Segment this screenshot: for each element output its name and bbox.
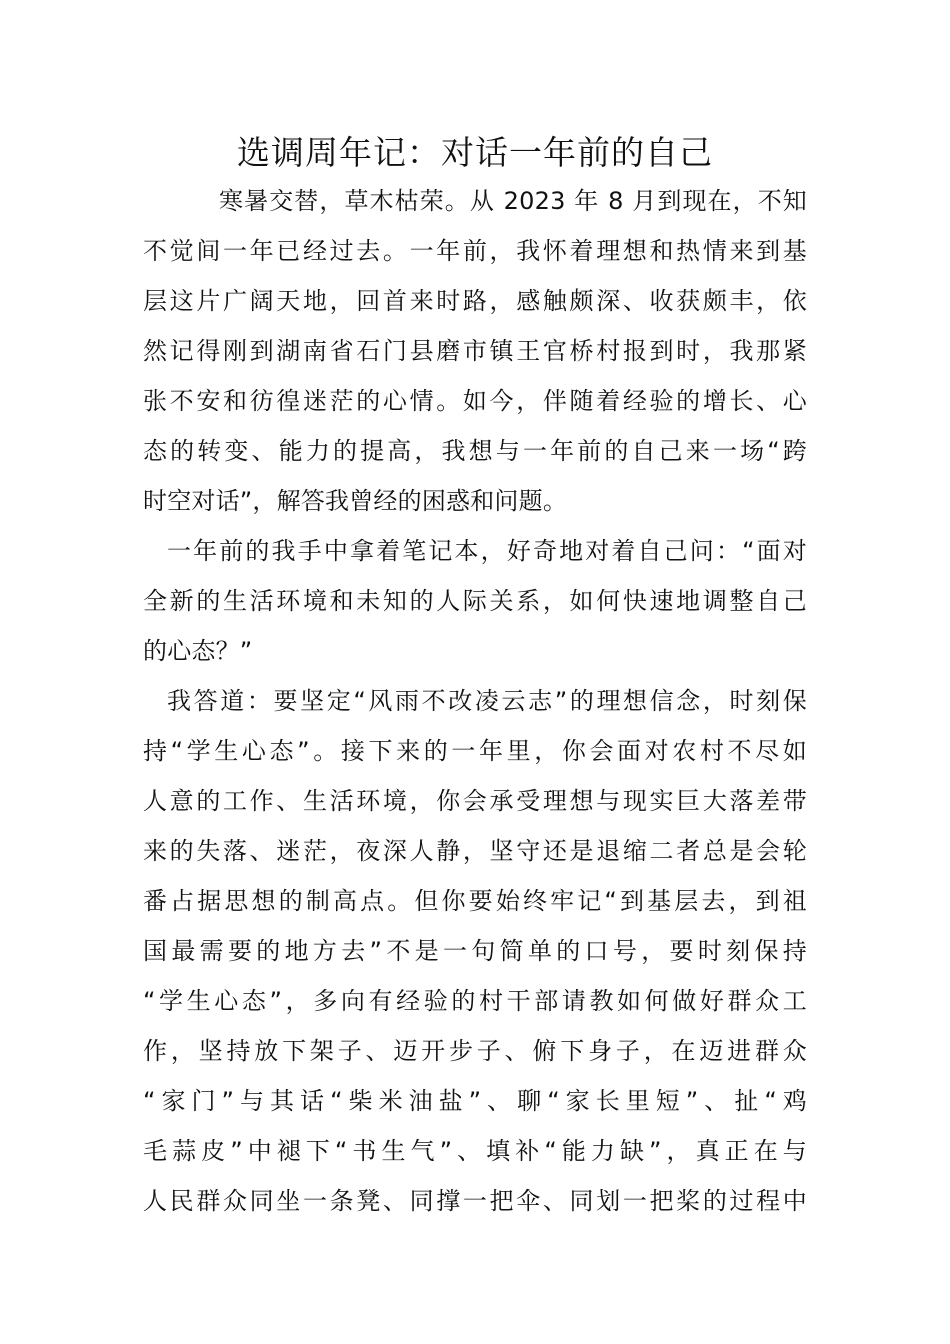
- paragraph-3-line-7: “学生心态”，多向有经验的村干部请教如何做好群众工: [143, 987, 807, 1015]
- paragraph-2-line-1: 一年前的我手中拿着笔记本，好奇地对着自己问：“面对: [167, 537, 807, 565]
- paragraph-3-line-10: 毛蒜皮”中褪下“书生气”、填补“能力缺”，真正在与: [143, 1137, 807, 1165]
- paragraph-1-line-6: 态的转变、能力的提高，我想与一年前的自己来一场“跨: [143, 437, 807, 465]
- paragraph-3-line-2: 持“学生心态”。接下来的一年里，你会面对农村不尽如: [143, 737, 807, 765]
- paragraph-1-line-3: 层这片广阔天地，回首来时路，感触颇深、收获颇丰，依: [143, 287, 807, 315]
- document-body: [143, 176, 807, 1226]
- paragraph-3-line-9: “家门”与其话“柴米油盐”、聊“家长里短”、扯“鸡: [143, 1087, 807, 1115]
- paragraph-1-line-4: 然记得刚到湖南省石门县磨市镇王官桥村报到时，我那紧: [143, 337, 807, 365]
- paragraph-3-line-8: 作，坚持放下架子、迈开步子、俯下身子，在迈进群众: [143, 1037, 807, 1065]
- paragraph-2-line-3: 的心态？”: [143, 637, 253, 665]
- paragraph-1-line-7: 时空对话”，解答我曾经的困惑和问题。: [143, 487, 568, 515]
- paragraph-3-line-1: 我答道：要坚定“风雨不改凌云志”的理想信念，时刻保: [167, 687, 807, 715]
- paragraph-1-line-5: 张不安和彷徨迷茫的心情。如今，伴随着经验的增长、心: [143, 387, 807, 415]
- paragraph-1-line-2: 不觉间一年已经过去。一年前，我怀着理想和热情来到基: [143, 237, 807, 265]
- paragraph-3-line-5: 番占据思想的制高点。但你要始终牢记“到基层去，到祖: [143, 887, 807, 915]
- document-title: 选调周年记：对话一年前的自己: [237, 133, 713, 172]
- paragraph-2-line-2: 全新的生活环境和未知的人际关系，如何快速地调整自己: [143, 587, 807, 615]
- paragraph-3-line-11: 人民群众同坐一条凳、同撑一把伞、同划一把桨的过程中: [143, 1187, 807, 1215]
- paragraph-3-line-6: 国最需要的地方去”不是一句简单的口号，要时刻保持: [143, 937, 807, 965]
- paragraph-3-line-3: 人意的工作、生活环境，你会承受理想与现实巨大落差带: [143, 787, 807, 815]
- paragraph-3-line-4: 来的失落、迷茫，夜深人静，坚守还是退缩二者总是会轮: [143, 837, 807, 865]
- paragraph-1-line-1: 寒暑交替，草木枯荣。从 2023 年 8 月到现在，不知: [219, 187, 807, 215]
